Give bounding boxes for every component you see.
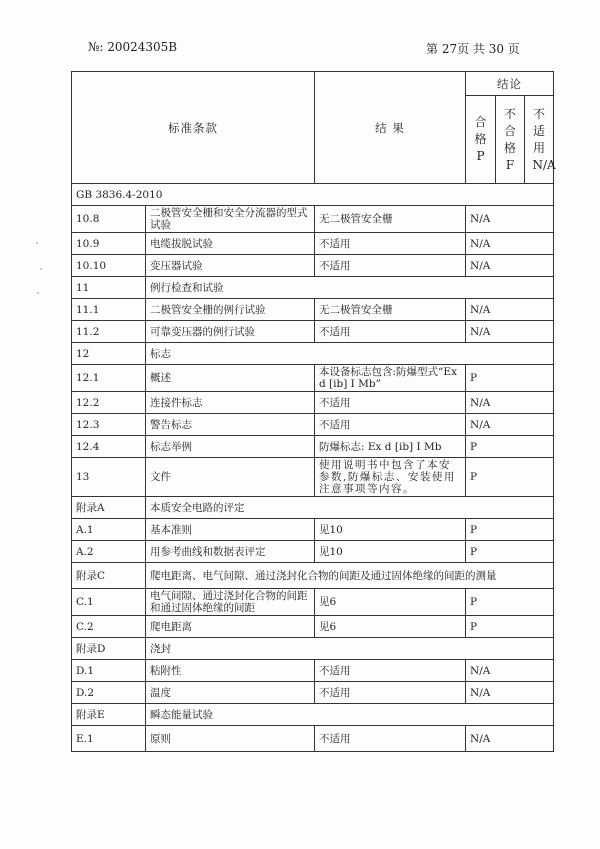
clause-number: 11: [72, 277, 146, 299]
clause-number: 附录C: [72, 563, 146, 589]
clause-number: 附录D: [72, 638, 146, 660]
clause-number: 附录A: [72, 497, 146, 519]
clause-number: 12.1: [72, 365, 146, 392]
table-row: [72, 638, 554, 660]
clause-title: 电气间隙、通过浇封化合物的间距和通过固体绝缘的间距: [146, 589, 315, 616]
verdict-cell: P: [466, 458, 554, 497]
clause-title: 爬电距离: [146, 616, 315, 638]
clause-number: 10.9: [72, 233, 146, 255]
header-result: 结 果: [315, 72, 466, 184]
clause-title: 浇封: [146, 638, 554, 660]
table-row: [72, 233, 554, 255]
result-cell: 无二极管安全栅: [315, 206, 466, 233]
standard-code: GB 3836.4-2010: [72, 184, 554, 206]
table-row: [72, 660, 554, 682]
clause-title: 概述: [146, 365, 315, 392]
clause-title: 爬电距离、电气间隙、通过浇封化合物的间距及通过固体绝缘的间距的测量: [146, 563, 554, 589]
clause-title: 连接件标志: [146, 392, 315, 414]
result-cell: 防爆标志: Ex d [ib] I Mb: [315, 436, 466, 458]
table-row: [72, 392, 554, 414]
header-clause: 标准条款: [72, 72, 315, 184]
clause-number: D.2: [72, 682, 146, 704]
table-row: [72, 704, 554, 726]
clause-number: E.1: [72, 726, 146, 752]
verdict-cell: P: [466, 616, 554, 638]
verdict-cell: N/A: [466, 255, 554, 277]
result-cell: 使用说明书中包含了本安参数,防爆标志、安装使用注意事项等内容。: [315, 458, 466, 497]
table-row: [72, 414, 554, 436]
result-cell: 不适用: [315, 321, 466, 343]
table-row: [72, 541, 554, 563]
clause-number: C.1: [72, 589, 146, 616]
verdict-cell: N/A: [466, 660, 554, 682]
result-cell: 不适用: [315, 682, 466, 704]
result-cell: 见6: [315, 616, 466, 638]
clause-title: 例行检查和试验: [146, 277, 554, 299]
clause-number: 11.1: [72, 299, 146, 321]
table-row: [72, 277, 554, 299]
verdict-cell: N/A: [466, 682, 554, 704]
result-cell: 无二极管安全栅: [315, 299, 466, 321]
header-pass: 合格P: [466, 96, 496, 184]
header-fail: 不合格F: [496, 96, 525, 184]
clause-title: 警告标志: [146, 414, 315, 436]
clause-title: 二极管安全栅的例行试验: [146, 299, 315, 321]
clause-title: 用参考曲线和数据表评定: [146, 541, 315, 563]
header-conclusion: 结论: [466, 72, 554, 96]
clause-number: 12.2: [72, 392, 146, 414]
clause-number: 附录E: [72, 704, 146, 726]
clause-number: 13: [72, 458, 146, 497]
verdict-cell: N/A: [466, 233, 554, 255]
verdict-cell: P: [466, 519, 554, 541]
clause-title: 二极管安全栅和安全分流器的型式试验: [146, 206, 315, 233]
report-number: №: 20024305B: [88, 40, 178, 54]
clause-number: 12.4: [72, 436, 146, 458]
scan-speck: [36, 242, 38, 244]
clause-rows: [72, 206, 554, 752]
verdict-cell: P: [466, 365, 554, 392]
table-row: [72, 497, 554, 519]
table-row: [72, 343, 554, 365]
verdict-cell: N/A: [466, 299, 554, 321]
clause-title: 原则: [146, 726, 315, 752]
result-cell: 不适用: [315, 726, 466, 752]
table-row: [72, 563, 554, 589]
clause-title: 可靠变压器的例行试验: [146, 321, 315, 343]
result-cell: 不适用: [315, 255, 466, 277]
result-cell: 不适用: [315, 414, 466, 436]
table-row: [72, 436, 554, 458]
clause-title: 温度: [146, 682, 315, 704]
scan-speck: [40, 268, 42, 270]
verdict-cell: P: [466, 541, 554, 563]
clause-number: A.1: [72, 519, 146, 541]
clause-number: 10.10: [72, 255, 146, 277]
clause-number: 12: [72, 343, 146, 365]
table-row: [72, 682, 554, 704]
result-cell: 见6: [315, 589, 466, 616]
result-cell: 本设备标志包含:防爆型式“Ex d [ib] I Mb”: [315, 365, 466, 392]
result-cell: 不适用: [315, 392, 466, 414]
table-row: [72, 589, 554, 616]
verdict-cell: N/A: [466, 206, 554, 233]
table-row: [72, 519, 554, 541]
result-cell: 不适用: [315, 660, 466, 682]
clause-number: A.2: [72, 541, 146, 563]
clause-number: 12.3: [72, 414, 146, 436]
table-row: [72, 616, 554, 638]
verdict-cell: N/A: [466, 321, 554, 343]
clause-title: 变压器试验: [146, 255, 315, 277]
result-cell: 见10: [315, 519, 466, 541]
clause-number: 11.2: [72, 321, 146, 343]
verdict-cell: N/A: [466, 726, 554, 752]
clause-title: 文件: [146, 458, 315, 497]
clause-title: 电缆拔脱试验: [146, 233, 315, 255]
header-na: 不适用N/A: [525, 96, 554, 184]
table-row: [72, 255, 554, 277]
clause-title: 瞬态能量试验: [146, 704, 554, 726]
verdict-cell: P: [466, 589, 554, 616]
verdict-cell: N/A: [466, 392, 554, 414]
verdict-cell: N/A: [466, 414, 554, 436]
clause-number: C.2: [72, 616, 146, 638]
table-row: [72, 321, 554, 343]
clause-title: 标志: [146, 343, 554, 365]
scan-speck: [37, 292, 39, 294]
table-row: [72, 365, 554, 392]
page-number: 第 27页 共 30 页: [426, 42, 520, 56]
standard-clause-table: [71, 71, 554, 752]
clause-title: 粘附性: [146, 660, 315, 682]
table-row: [72, 299, 554, 321]
table-row: [72, 458, 554, 497]
clause-number: 10.8: [72, 206, 146, 233]
verdict-cell: P: [466, 436, 554, 458]
clause-title: 基本准则: [146, 519, 315, 541]
table-row: [72, 726, 554, 752]
clause-title: 本质安全电路的评定: [146, 497, 554, 519]
table-row: [72, 206, 554, 233]
result-cell: 见10: [315, 541, 466, 563]
clause-number: D.1: [72, 660, 146, 682]
clause-title: 标志举例: [146, 436, 315, 458]
result-cell: 不适用: [315, 233, 466, 255]
